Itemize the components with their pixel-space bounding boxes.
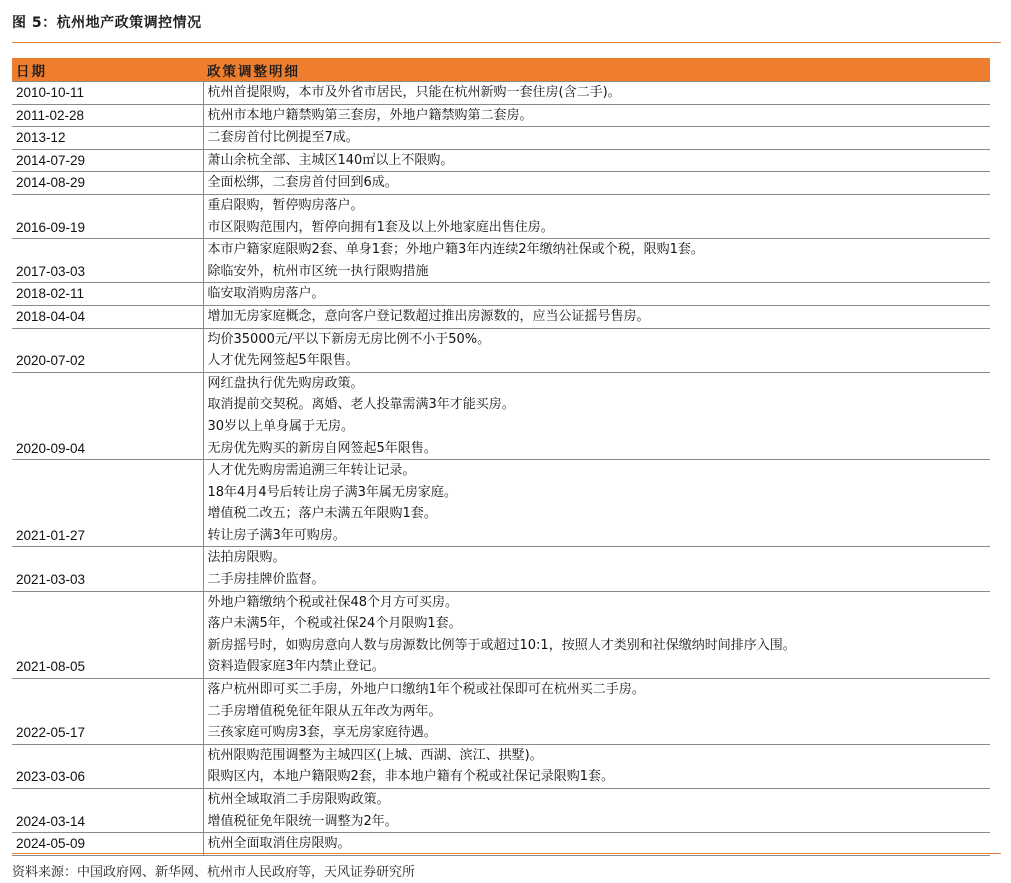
row-policy-detail (203, 239, 990, 283)
table-row (12, 547, 990, 591)
policy-line: 萧山余杭全部、主城区140㎡以上不限购。 (207, 152, 454, 168)
row-date: 2014-08-29 (12, 172, 203, 195)
policy-line: 无房优先购买的新房自网签起5年限售。 (207, 440, 437, 456)
title-divider (12, 42, 1001, 43)
row-date: 2021-01-27 (12, 460, 203, 547)
policy-line: 取消提前交契税。离婚、老人投靠需满3年才能买房。 (207, 397, 515, 413)
row-policy-detail (203, 305, 990, 328)
policy-line: 限购区内，本地户籍限购2套，非本地户籍有个税或社保记录限购1套。 (207, 769, 615, 785)
policy-line: 增值税二改五；落户未满五年限购1套。 (207, 506, 437, 522)
row-date: 2011-02-28 (12, 104, 203, 127)
row-policy-detail (203, 833, 990, 856)
table-row (12, 283, 990, 306)
policy-line: 网红盘执行优先购房政策。 (207, 375, 364, 391)
policy-line: 外地户籍缴纳个税或社保48个月方可买房。 (207, 594, 459, 610)
row-date: 2016-09-19 (12, 194, 203, 238)
figure-title: 图 5：杭州地产政策调控情况 (12, 15, 202, 31)
row-date: 2021-08-05 (12, 591, 203, 678)
row-date: 2017-03-03 (12, 239, 203, 283)
row-date: 2020-07-02 (12, 328, 203, 372)
header-policy-detail: 政策调整明细 (203, 58, 990, 82)
policy-line: 杭州限购范围调整为主城四区(上城、西湖、滨江、拱墅)。 (207, 747, 543, 763)
policy-line: 资料造假家庭3年内禁止登记。 (207, 659, 385, 675)
table-row (12, 833, 990, 856)
policy-line: 重启限购，暂停购房落户。 (207, 197, 364, 213)
policy-line: 均价35000元/平以下新房无房比例不小于50%。 (207, 331, 491, 347)
row-date: 2018-02-11 (12, 283, 203, 306)
policy-line: 三孩家庭可购房3套，享无房家庭待遇。 (207, 725, 437, 741)
policy-line: 落户杭州即可买二手房，外地户口缴纳1年个税或社保即可在杭州买二手房。 (207, 682, 645, 698)
row-date: 2023-03-06 (12, 744, 203, 788)
policy-line: 本市户籍家庭限购2套、单身1套；外地户籍3年内连续2年缴纳社保或个税，限购1套。 (207, 242, 704, 258)
policy-line: 临安取消购房落户。 (207, 286, 325, 302)
table-row (12, 789, 990, 833)
policy-line: 转让房子满3年可购房。 (207, 527, 346, 543)
table-row (12, 305, 990, 328)
policy-line: 二套房首付比例提至7成。 (207, 130, 359, 146)
table-row (12, 127, 990, 150)
policy-line: 落户未满5年，个税或社保24个月限购1套。 (207, 616, 462, 632)
table-row (12, 679, 990, 745)
table-row (12, 460, 990, 547)
row-date: 2010-10-11 (12, 82, 203, 105)
row-policy-detail (203, 328, 990, 372)
table-row (12, 372, 990, 459)
row-policy-detail (203, 591, 990, 678)
row-policy-detail (203, 460, 990, 547)
row-policy-detail (203, 104, 990, 127)
policy-line: 全面松绑，二套房首付回到6成。 (207, 175, 398, 191)
policy-line: 新房摇号时，如购房意向人数与房源数比例等于或超过10:1，按照人才类别和社保缴纳时间排序入围。 (207, 637, 796, 653)
row-date: 2021-03-03 (12, 547, 203, 591)
policy-line: 人才优先网签起5年限售。 (207, 353, 359, 369)
row-policy-detail (203, 283, 990, 306)
table-row (12, 239, 990, 283)
policy-line: 杭州首提限购，本市及外省市居民，只能在杭州新购一套住房(含二手)。 (207, 85, 621, 100)
policy-line: 杭州市本地户籍禁购第三套房，外地户籍禁购第二套房。 (207, 107, 533, 123)
row-policy-detail (203, 547, 990, 591)
policy-line: 人才优先购房需追溯三年转让记录。 (207, 463, 416, 479)
policy-line: 增值税征免年限统一调整为2年。 (207, 813, 398, 829)
policy-line: 二手房增值税免征年限从五年改为两年。 (207, 703, 442, 719)
row-policy-detail (203, 149, 990, 172)
row-date: 2024-03-14 (12, 789, 203, 833)
row-policy-detail (203, 744, 990, 788)
policy-line: 杭州全面取消住房限购。 (207, 836, 351, 852)
row-policy-detail (203, 82, 990, 105)
policy-line: 除临安外，杭州市区统一执行限购措施 (207, 263, 429, 279)
row-date: 2024-05-09 (12, 833, 203, 856)
source-divider (12, 853, 1001, 854)
table-row (12, 591, 990, 678)
table-row (12, 104, 990, 127)
table-row (12, 744, 990, 788)
row-date: 2014-07-29 (12, 149, 203, 172)
row-policy-detail (203, 789, 990, 833)
policy-line: 增加无房家庭概念，意向客户登记数超过推出房源数的，应当公证摇号售房。 (207, 308, 650, 324)
row-policy-detail (203, 194, 990, 238)
row-policy-detail (203, 679, 990, 745)
row-policy-detail (203, 172, 990, 195)
table-header-row (12, 58, 990, 82)
table-row (12, 194, 990, 238)
table-row (12, 328, 990, 372)
policy-table (12, 58, 990, 856)
row-date: 2022-05-17 (12, 679, 203, 745)
policy-line: 30岁以上单身属于无房。 (207, 418, 355, 434)
policy-line: 二手房挂牌价监督。 (207, 572, 325, 588)
table-row (12, 82, 990, 105)
table-row (12, 172, 990, 195)
row-date: 2018-04-04 (12, 305, 203, 328)
row-date: 2020-09-04 (12, 372, 203, 459)
row-policy-detail (203, 127, 990, 150)
row-date: 2013-12 (12, 127, 203, 150)
policy-line: 法拍房限购。 (207, 550, 286, 566)
table-body (12, 82, 990, 856)
row-policy-detail (203, 372, 990, 459)
table-row (12, 149, 990, 172)
policy-line: 18年4月4号后转让房子满3年属无房家庭。 (207, 484, 457, 500)
source-note: 资料来源：中国政府网、新华网、杭州市人民政府等，天风证券研究所 (12, 865, 416, 880)
header-date: 日期 (12, 58, 203, 82)
policy-line: 市区限购范围内，暂停向拥有1套及以上外地家庭出售住房。 (207, 219, 554, 235)
policy-line: 杭州全域取消二手房限购政策。 (207, 792, 390, 807)
